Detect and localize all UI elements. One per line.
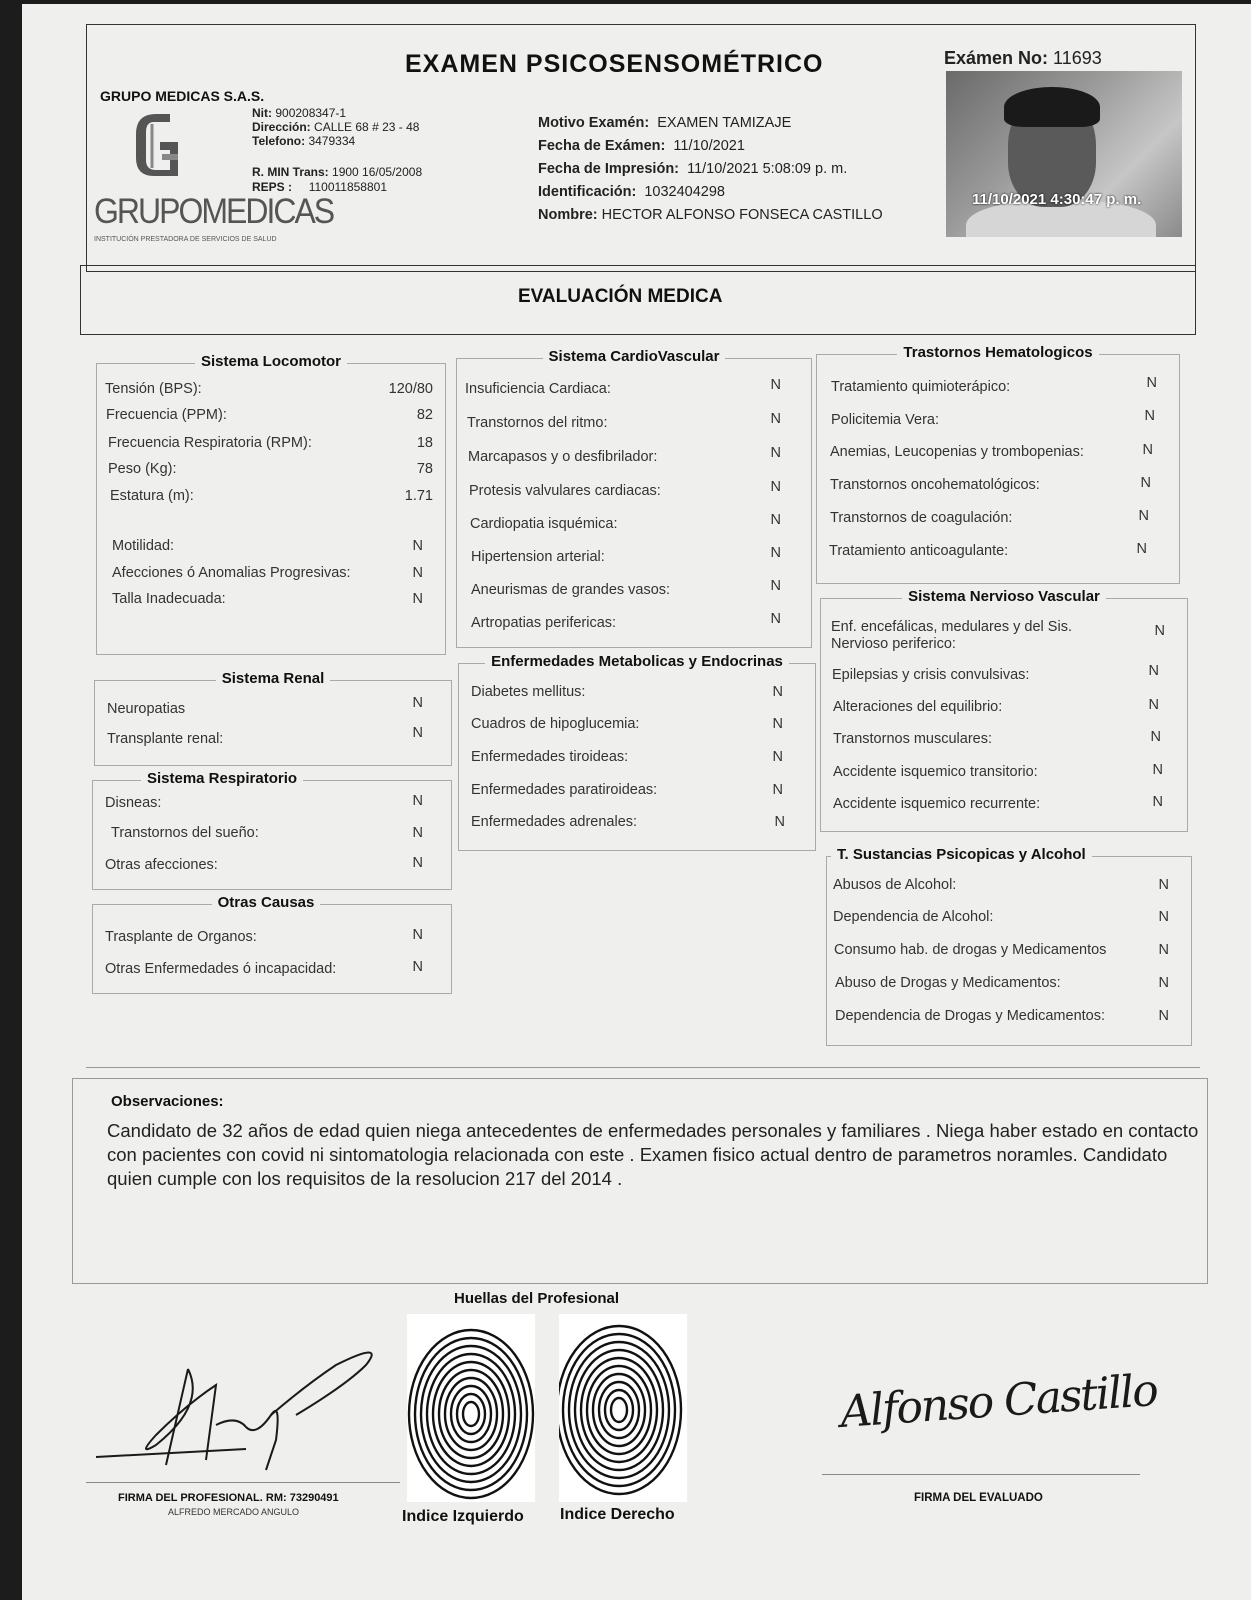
motivo-label: Motivo Examén: (538, 115, 650, 131)
nervioso-row: Alteraciones del equilibrio: N (833, 697, 1159, 715)
logo-text: GRUPOMEDICAS (94, 191, 334, 231)
professional-signature-line (86, 1482, 400, 1483)
cardio-row: Transtornos del ritmo: N (467, 411, 781, 431)
sustancias-row: Consumo hab. de drogas y Medicamentos N (834, 942, 1169, 958)
locomotor-row: Peso (Kg): 78 (108, 461, 433, 477)
sustancias-box (826, 846, 1192, 1046)
section-divider (86, 1067, 1200, 1068)
nombre-value: HECTOR ALFONSO FONSECA CASTILLO (601, 207, 883, 223)
cardio-row: Marcapasos y o desfibrilador: N (468, 445, 781, 465)
exam-number-value: 11693 (1053, 48, 1102, 68)
renal-box (94, 670, 452, 766)
nervioso-row: Transtornos musculares: N (833, 729, 1161, 747)
sustancias-title: T. Sustancias Psicopicas y Alcohol (831, 846, 1092, 863)
locomotor-title: Sistema Locomotor (195, 353, 347, 370)
left-index-label: Indice Izquierdo (402, 1508, 524, 1525)
otras-causas-row: Otras Enfermedades ó incapacidad: N (105, 959, 423, 977)
evaluado-signature-line (822, 1474, 1140, 1475)
patient-photo (946, 71, 1182, 237)
nervioso-title: Sistema Nervioso Vascular (902, 588, 1106, 605)
exam-details (538, 112, 883, 227)
professional-name: ALFREDO MERCADO ANGULO (168, 1507, 300, 1517)
otras-causas-row: Trasplante de Organos: N (105, 927, 423, 945)
metabolicas-row: Enfermedades paratiroideas: N (471, 782, 783, 798)
locomotor-row: Frecuencia Respiratoria (RPM): 18 (108, 435, 433, 451)
renal-row: Neuropatias N (107, 695, 423, 717)
rmin-label: R. MIN Trans: (252, 165, 329, 179)
reps-label: REPS : (252, 180, 293, 194)
metabolicas-row: Cuadros de hipoglucemia: N (471, 716, 783, 732)
hemato-row: Tratamiento anticoagulante: N (829, 541, 1147, 559)
nervioso-row: Accidente isquemico recurrente: N (833, 794, 1163, 812)
hematologicos-title: Trastornos Hematologicos (897, 344, 1098, 361)
otras-causas-box (92, 894, 452, 994)
renal-title: Sistema Renal (216, 670, 331, 687)
respiratorio-title: Sistema Respiratorio (141, 770, 303, 787)
locomotor-row: Motilidad: N (112, 538, 423, 554)
professional-signature (96, 1345, 396, 1475)
locomotor-row: Tensión (BPS): 120/80 (105, 381, 433, 397)
company-name: GRUPO MEDICAS S.A.S. (100, 88, 265, 104)
fecha-examen-value: 11/10/2021 (673, 138, 745, 154)
hematologicos-box (816, 344, 1180, 584)
metabolicas-row: Enfermedades adrenales: N (471, 814, 785, 830)
hemato-row: Tratamiento quimioterápico: N (831, 375, 1157, 395)
locomotor-box (96, 353, 446, 655)
cardio-row: Cardiopatia isquémica: N (470, 512, 781, 532)
metabolicas-box (458, 653, 816, 851)
logo-mark-icon (130, 110, 200, 180)
nervioso-box (820, 588, 1188, 832)
registration-info (252, 165, 422, 195)
sustancias-row: Dependencia de Drogas y Medicamentos: N (835, 1008, 1169, 1024)
address-value: CALLE 68 # 23 - 48 (314, 120, 420, 134)
locomotor-row: Frecuencia (PPM): 82 (106, 407, 433, 423)
respiratorio-row: Transtornos del sueño: N (111, 825, 423, 841)
cardio-row: Insuficiencia Cardiaca: N (465, 377, 781, 397)
hemato-row: Policitemia Vera: N (831, 408, 1155, 428)
professional-signature-label: FIRMA DEL PROFESIONAL. RM: 73290491 (118, 1492, 339, 1504)
reps-value: 110011858801 (308, 180, 387, 194)
observaciones-label: Observaciones: (111, 1093, 224, 1110)
nit-label: Nit: (252, 106, 272, 120)
observaciones-text: Candidato de 32 años de edad quien niega antecedentes de enfermedades personales y familiares . Niega haber estado en contacto con pacientes con covid ni sintomatologia relacionada con este . Examen fisico actual dentro de parametros noramles. Candidato quien cumple con los requisitos de la resolucion 217 del 2014 . (107, 1120, 1199, 1189)
metabolicas-row: Enfermedades tiroideas: N (471, 749, 783, 765)
identificacion-value: 1032404298 (644, 184, 726, 200)
document-title: EXAMEN PSICOSENSOMÉTRICO (405, 50, 824, 78)
exam-number-label: Exámen No: (944, 48, 1049, 68)
locomotor-row: Talla Inadecuada: N (112, 591, 423, 607)
cardiovascular-box (456, 348, 812, 648)
cardiovascular-title: Sistema CardioVascular (543, 348, 726, 365)
exam-number (944, 48, 1102, 69)
otras-causas-title: Otras Causas (212, 894, 321, 911)
nervioso-row: Enf. encefálicas, medulares y del Sis. Nervioso periferico: N (831, 619, 1165, 652)
section-title: EVALUACIÓN MEDICA (518, 286, 723, 307)
photo-timestamp: 11/10/2021 4:30:47 p. m. (972, 191, 1142, 208)
cardio-row: Hipertension arterial: N (471, 545, 781, 565)
metabolicas-row: Diabetes mellitus: N (471, 684, 783, 700)
nervioso-row: Accidente isquemico transitorio: N (833, 762, 1163, 780)
nervioso-row: Epilepsias y crisis convulsivas: N (832, 663, 1159, 683)
right-index-label: Indice Derecho (560, 1506, 675, 1523)
phone-label: Telefono: (252, 134, 306, 148)
respiratorio-row: Otras afecciones: N (105, 855, 423, 873)
rmin-value: 1900 16/05/2008 (332, 165, 423, 179)
locomotor-row: Estatura (m): 1.71 (110, 488, 433, 504)
cardio-row: Protesis valvulares cardiacas: N (469, 479, 781, 499)
logo-subtext: INSTITUCIÓN PRESTADORA DE SERVICIOS DE SALUD (94, 236, 277, 243)
company-info (252, 106, 419, 148)
sustancias-row: Abusos de Alcohol: N (833, 877, 1169, 893)
locomotor-row: Afecciones ó Anomalias Progresivas: N (112, 565, 423, 581)
hemato-row: Transtornos de coagulación: N (830, 508, 1149, 526)
evaluado-signature: Alfonso Castillo (838, 1365, 1159, 1438)
huellas-label: Huellas del Profesional (454, 1290, 620, 1307)
fecha-examen-label: Fecha de Exámen: (538, 138, 666, 154)
cardio-row: Artropatias perifericas: N (471, 611, 781, 631)
observaciones-box (72, 1078, 1208, 1284)
identificacion-label: Identificación: (538, 184, 637, 200)
sustancias-row: Abuso de Drogas y Medicamentos: N (835, 975, 1169, 991)
hemato-row: Transtornos oncohematológicos: N (830, 475, 1151, 493)
left-index-fingerprint (407, 1314, 535, 1502)
right-index-fingerprint (559, 1314, 687, 1502)
phone-value: 3479334 (308, 134, 356, 148)
respiratorio-box (92, 770, 452, 890)
company-logo (130, 110, 200, 180)
cardio-row: Aneurismas de grandes vasos: N (471, 578, 781, 598)
motivo-value: EXAMEN TAMIZAJE (657, 115, 792, 131)
fecha-impresion-value: 11/10/2021 5:08:09 p. m. (687, 161, 848, 177)
nit-value: 900208347-1 (275, 106, 347, 120)
hemato-row: Anemias, Leucopenias y trombopenias: N (830, 442, 1153, 460)
respiratorio-row: Disneas: N (105, 793, 423, 811)
renal-row: Transplante renal: N (107, 725, 423, 747)
nombre-label: Nombre: (538, 207, 598, 223)
metabolicas-title: Enfermedades Metabolicas y Endocrinas (485, 653, 789, 670)
fecha-impresion-label: Fecha de Impresión: (538, 161, 680, 177)
address-label: Dirección: (252, 120, 311, 134)
sustancias-row: Dependencia de Alcohol: N (833, 909, 1169, 925)
evaluado-signature-label: FIRMA DEL EVALUADO (914, 1492, 1043, 1504)
